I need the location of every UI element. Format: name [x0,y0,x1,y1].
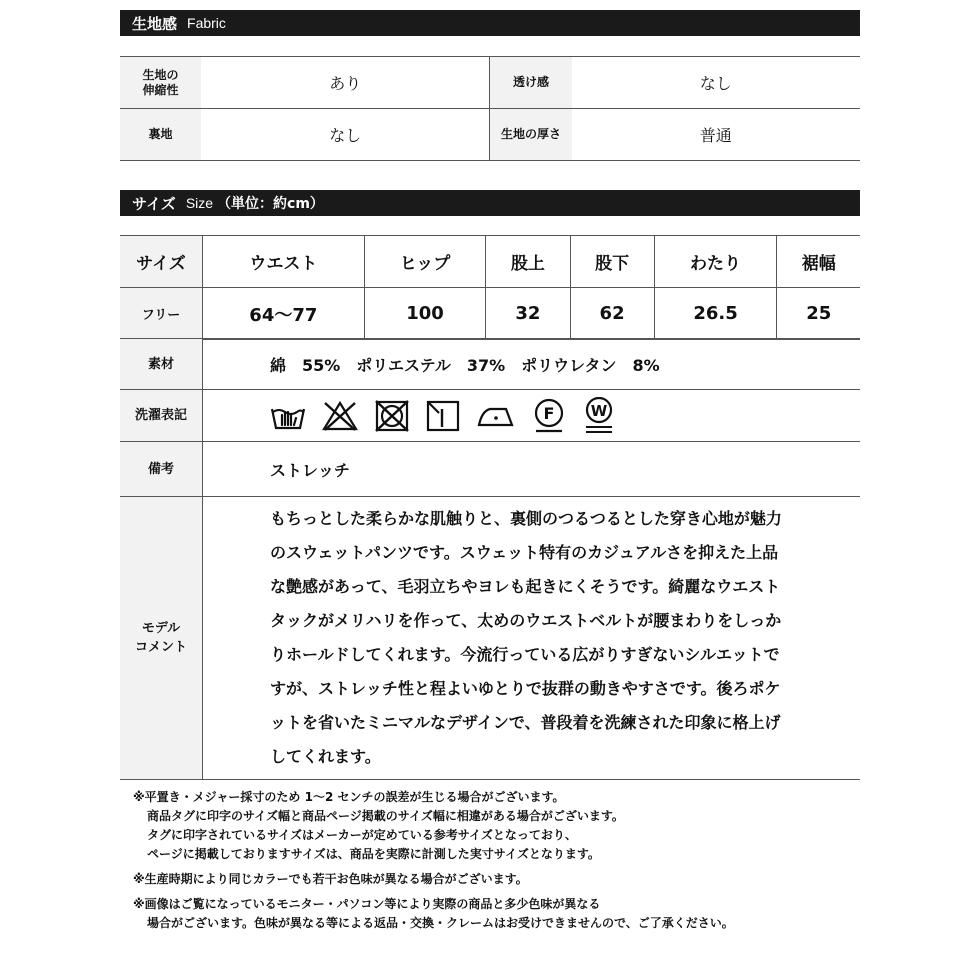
material-row [120,339,860,390]
inseam-value: 62 [570,288,654,340]
care-row [120,390,860,442]
size-row-label: フリー [120,288,203,340]
size-section-header [120,190,860,216]
col-inseam: 股下 [570,236,654,288]
remarks-row [120,442,860,497]
no-tumble-dry-icon [374,400,410,432]
fabric-title-jp: 生地感 [132,14,178,33]
low-iron-icon [476,402,516,430]
lining-label: 裏地 [120,109,201,161]
comment-line: タックがメリハリを作って、太めのウエストベルトが腰まわりをしっか [270,611,782,630]
col-rise: 股上 [486,236,570,288]
remarks-label: 備考 [120,442,203,497]
fabric-title-en: Fabric [187,15,226,31]
fabric-row [120,57,860,109]
col-hem: 裾幅 [777,236,860,288]
info-table [120,338,860,780]
fabric-section-header [120,10,860,36]
svg-text:F: F [543,403,555,423]
size-value-row [120,288,860,340]
stretch-value: あり [201,57,490,109]
size-table [120,235,860,340]
no-bleach-icon [322,400,358,432]
comment-line: な艶感があって、毛羽立ちやヨレも起きにくそうです。綺麗なウエスト [270,577,781,596]
comment-line: りホールドしてくれます。今流行っている広がりすぎないシルエットで [270,645,780,664]
size-title-jp: サイズ [132,194,176,213]
material-value: 綿 55% ポリエステル 37% ポリウレタン 8% [203,339,861,390]
size-unit: （単位：約cm） [217,196,324,212]
hand-wash-icon [270,401,306,431]
hem-value: 25 [777,288,860,340]
comment-line: すが、ストレッチ性と程よいゆとりで抜群の動きやすさです。後ろポケ [270,679,781,698]
note-line: ページに掲載しておりますサイズは、商品を実際に計測した実寸サイズとなります。 [147,847,600,861]
size-header-row [120,236,860,288]
thickness-label: 生地の厚さ [490,109,572,161]
comment-row [120,497,860,780]
care-icons [203,390,861,442]
waist-value: 64～77 [203,288,365,340]
col-thigh: わたり [654,236,777,288]
note-line: ※画像はご覧になっているモニター・パソコン等により実際の商品と多少色味が異なる [133,897,601,911]
comment-line: ットを省いたミニマルなデザインで、普段着を洗練された印象に格上げ [270,713,781,732]
lining-value: なし [201,109,490,161]
note-line: 場合がございます。色味が異なる等による返品・交換・クレームはお受けできませんので、ご了承ください。 [147,916,734,930]
fabric-row [120,109,860,161]
thickness-value: 普通 [572,109,860,161]
care-label: 洗濯表記 [120,390,203,442]
material-label: 素材 [120,339,203,390]
comment-line: してくれます。 [270,747,381,766]
rise-value: 32 [486,288,570,340]
dry-clean-f-icon [532,398,566,434]
size-header-label: サイズ [120,236,203,288]
col-hip: ヒップ [364,236,486,288]
comment-line: もちっとした柔らかな肌触りと、裏側のつるつるとした穿き心地が魅力 [270,509,782,528]
note-line: ※平置き・メジャー採寸のため 1～2 センチの誤差が生じる場合がございます。 [133,790,565,804]
comment-label: モデル コメント [120,497,203,780]
note-line: タグに印字されているサイズはメーカーが定めている参考サイズとなっており、 [147,828,577,842]
note-line: 商品タグに印字のサイズ幅と商品ページ掲載のサイズ幅に相違がある場合がございます。 [147,809,624,823]
svg-text:W: W [590,401,608,420]
comment-line: のスウェットパンツです。スウェット特有のカジュアルさを抑えた上品 [270,543,779,562]
notes [133,788,734,933]
sheer-label: 透け感 [490,57,572,109]
size-title-en: Size [185,195,214,211]
comment-body [203,497,861,780]
thigh-value: 26.5 [654,288,777,340]
note-line: ※生産時期により同じカラーでも若干お色味が異なる場合がございます。 [133,872,528,886]
fabric-table [120,56,860,161]
hip-value: 100 [364,288,486,340]
remarks-value: ストレッチ [203,442,861,497]
col-waist: ウエスト [203,236,365,288]
line-dry-shade-icon [426,400,460,432]
wet-clean-w-icon [582,397,616,435]
stretch-label: 生地の 伸縮性 [120,57,201,109]
sheer-value: なし [572,57,860,109]
